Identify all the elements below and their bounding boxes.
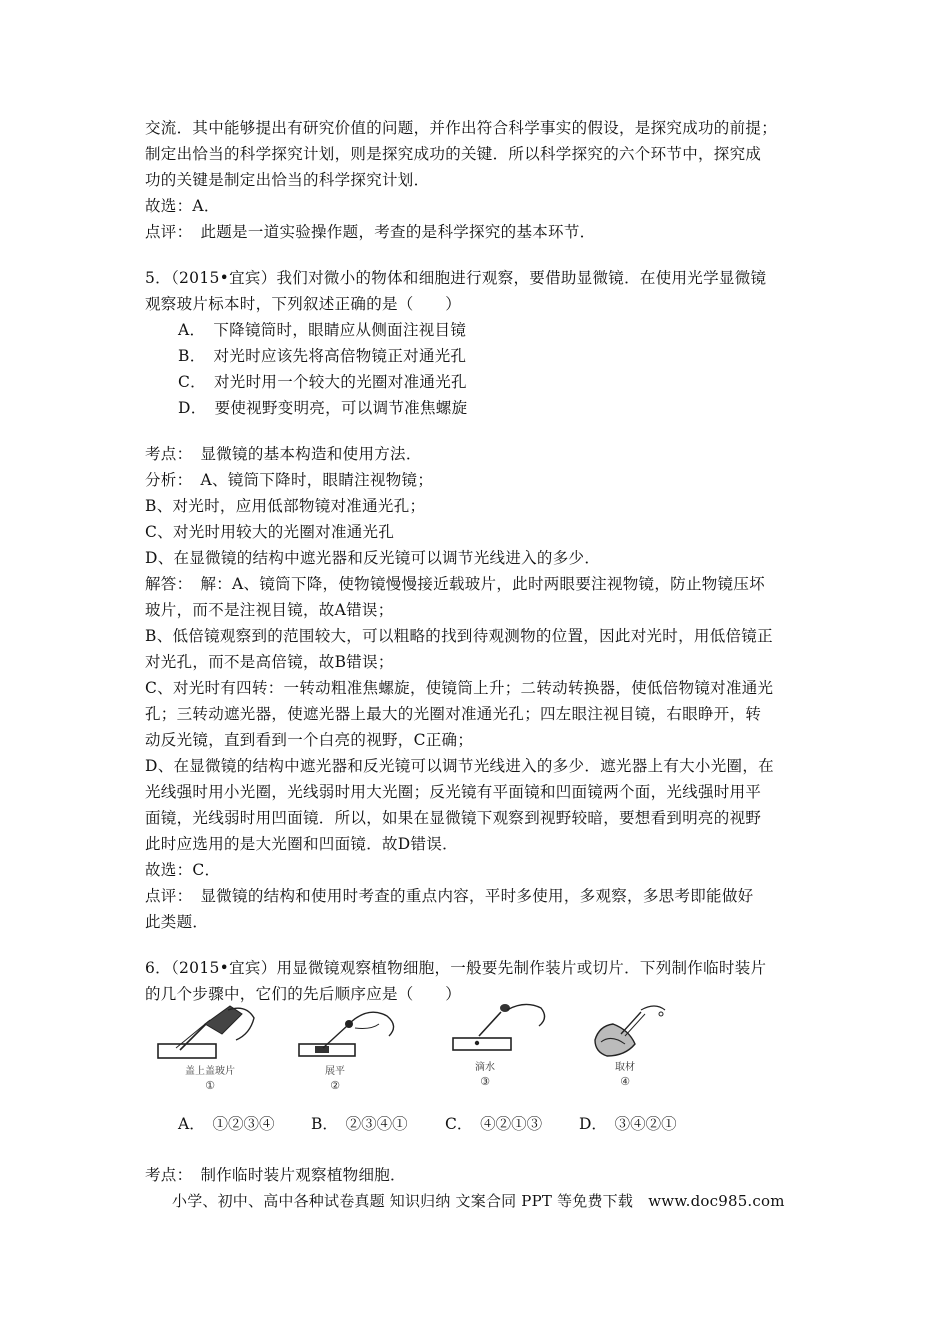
figure-caption: 滴水 — [475, 1062, 495, 1073]
solution-line: 玻片，而不是注视目镜，故A错误； — [145, 601, 394, 619]
solution-line: 动反光镜，直到看到一个白亮的视野，C正确； — [145, 731, 474, 749]
solution-line: 光线强时用小光圈，光线弱时用大光圈；反光镜有平面镜和凹面镜两个面，光线强时用平 — [145, 783, 762, 801]
analysis-line: C、对光时用较大的光圈对准通光孔 — [145, 523, 395, 541]
solution-line: D、在显微镜的结构中遮光器和反光镜可以调节光线进入的多少．遮光器上有大小光圈，在 — [145, 757, 774, 775]
option-a: A． 下降镜筒时，眼睛应从侧面注视目镜 — [178, 321, 467, 339]
solution-line: 面镜，光线弱时用凹面镜．所以，如果在显微镜下观察到视野较暗，要想看到明亮的视野 — [145, 809, 762, 827]
solution-line: C、对光时有四转：一转动粗准焦螺旋，使镜筒上升；二转动转换器，使低倍物镜对准通光 — [145, 679, 774, 697]
figure-step-number: ④ — [620, 1075, 630, 1088]
text-line: 制定出恰当的科学探究计划，则是探究成功的关键．所以科学探究的六个环节中，探究成 — [145, 145, 762, 163]
comment-line: 此类题． — [145, 913, 209, 931]
comment-line: 点评： 此题是一道实验操作题，考查的是科学探究的基本环节． — [145, 223, 596, 241]
option-a: A． ①②③④ — [178, 1115, 275, 1133]
figure-step-cover-slip — [150, 1000, 270, 1110]
figure-step-take-material — [585, 1000, 705, 1110]
text-line: 交流．其中能够提出有研究价值的问题，并作出符合科学事实的假设，是探究成功的前提； — [145, 119, 778, 137]
comment-line: 点评： 显微镜的结构和使用时考查的重点内容，平时多使用，多观察，多思考即能做好 — [145, 887, 754, 905]
question-6-stem: 6．（2015•宜宾）用显微镜观察植物细胞，一般要先制作装片或切片．下列制作临时装片 — [145, 959, 767, 977]
option-b: B． 对光时应该先将高倍物镜正对通光孔 — [178, 347, 467, 365]
figure-caption: 取材 — [615, 1062, 635, 1073]
knowledge-point: 考点： 显微镜的基本构造和使用方法． — [145, 445, 422, 463]
question-5-stem: 5．（2015•宜宾）我们对微小的物体和细胞进行观察，要借助显微镜．在使用光学显微镜 — [145, 269, 767, 287]
question-5-stem: 观察玻片标本时，下列叙述正确的是（ ） — [145, 295, 462, 313]
figure-step-drop-water — [445, 1000, 565, 1110]
analysis-line: 分析： A、镜筒下降时，眼睛注视物镜； — [145, 471, 434, 489]
figure-step-number: ② — [330, 1079, 340, 1092]
answer-line: 故选：C． — [145, 861, 221, 879]
text-line: 功的关键是制定出恰当的科学探究计划． — [145, 171, 430, 189]
figure-caption: 盖上盖玻片 — [185, 1066, 235, 1077]
figure-step-number: ① — [205, 1079, 215, 1092]
solution-line: 对光孔，而不是高倍镜，故B错误； — [145, 653, 394, 671]
solution-line: 孔；三转动遮光器，使遮光器上最大的光圈对准通光孔；四左眼注视目镜，右眼睁开，转 — [145, 705, 762, 723]
option-d: D． 要使视野变明亮，可以调节准焦螺旋 — [178, 399, 468, 417]
solution-line: B、低倍镜观察到的范围较大，可以粗略的找到待观测物的位置，因此对光时，用低倍镜正 — [145, 627, 773, 645]
analysis-line: D、在显微镜的结构中遮光器和反光镜可以调节光线进入的多少． — [145, 549, 601, 567]
figure-caption: 展平 — [325, 1066, 345, 1077]
knowledge-point: 考点： 制作临时装片观察植物细胞． — [145, 1166, 406, 1184]
option-c: C． ④②①③ — [445, 1115, 543, 1133]
option-c: C． 对光时用一个较大的光圈对准通光孔 — [178, 373, 467, 391]
figure-step-spread — [295, 1000, 415, 1110]
option-d: D． ③④②① — [579, 1115, 677, 1133]
solution-line: 解答： 解：A、镜筒下降，使物镜慢慢接近载玻片，此时两眼要注视物镜，防止物镜压坏 — [145, 575, 765, 593]
figure-step-number: ③ — [480, 1075, 490, 1088]
solution-line: 此时应选用的是大光圈和凹面镜．故D错误． — [145, 835, 458, 853]
answer-line: 故选：A． — [145, 197, 220, 215]
slide-preparation-figure — [150, 1000, 710, 1110]
analysis-line: B、对光时，应用低部物镜对准通光孔； — [145, 497, 426, 515]
option-b: B． ②③④① — [311, 1115, 408, 1133]
question-6-stem: 的几个步骤中，它们的先后顺序应是（ ） — [145, 985, 462, 1003]
page-footer: 小学、初中、高中各种试卷真题 知识归纳 文案合同 PPT 等免费下载 www.doc985.com — [172, 1192, 785, 1210]
